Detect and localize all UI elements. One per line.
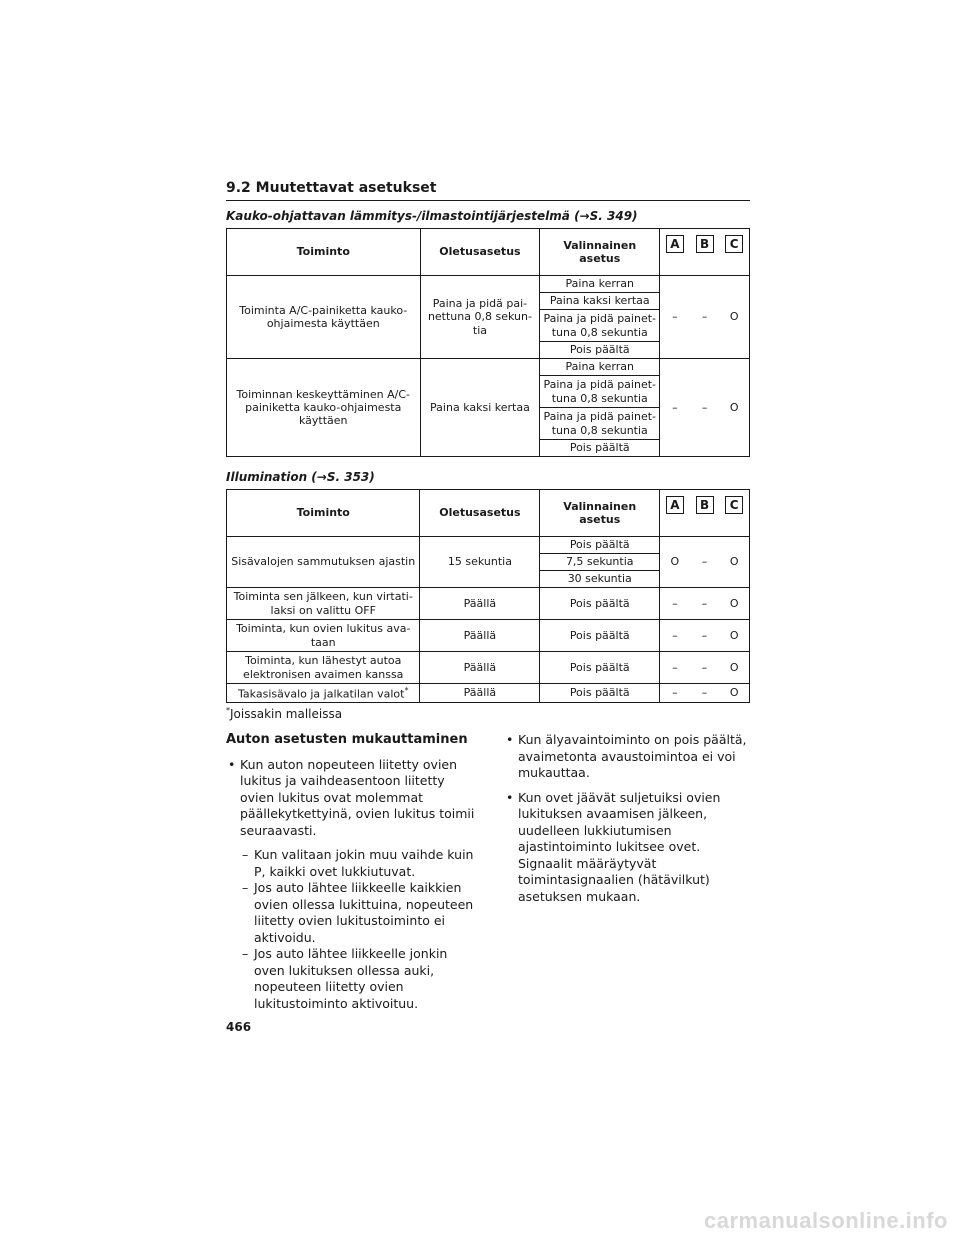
table-cell-option: Pois päältä <box>540 440 660 457</box>
badge-a: A <box>666 496 684 514</box>
table-cell-option: Pois päältä <box>540 620 660 652</box>
table-cell-option: Pois päältä <box>540 537 660 554</box>
table-cell-b: – <box>690 684 720 703</box>
table-cell-option: Pois päältä <box>540 652 660 684</box>
table-cell-a: – <box>660 588 690 620</box>
table-cell-b: – <box>690 276 720 359</box>
section-heading: 9.2 Muutettavat asetukset <box>226 180 750 201</box>
sub-list-item: – Jos auto lähtee liikkeelle jonkin oven lukituksen ollessa auki, nopeuteen liitetty ovien lukitustoiminto aktivoituu. <box>226 946 476 1012</box>
table-row <box>227 684 750 703</box>
footnote-mark: * <box>226 706 230 715</box>
header-optional: Valinnainen asetus <box>540 229 660 276</box>
table-cell-b: – <box>690 652 720 684</box>
table-cell-function: Toiminta, kun lähestyt autoa elektronisen avaimen kanssa <box>227 652 420 684</box>
climate-settings-table <box>226 228 750 457</box>
table-cell-option: Pois päältä <box>540 588 660 620</box>
table-cell-option: Paina kaksi kertaa <box>540 293 660 310</box>
table-cell-b: – <box>690 359 720 457</box>
table-cell-c: O <box>720 359 750 457</box>
table-cell-function: Toiminnan keskeyttäminen A/C-painiketta kauko-ohjaimesta käyttäen <box>227 359 421 457</box>
table-cell-function <box>227 684 420 703</box>
table-row <box>227 588 750 620</box>
header-default: Oletusasetus <box>420 229 540 276</box>
page-number: 466 <box>226 1020 252 1034</box>
table-cell-a: – <box>660 652 690 684</box>
badge-b: B <box>696 496 714 514</box>
table-cell-c: O <box>720 276 750 359</box>
table-cell-a: – <box>660 359 690 457</box>
table-cell-a: O <box>660 537 690 588</box>
footnote-mark: * <box>404 685 409 695</box>
header-abc <box>660 229 750 276</box>
table-cell-default: Päällä <box>420 684 540 703</box>
list-item: • Kun auton nopeuteen liitetty ovien lukitus ja vaihdeasentoon liitetty ovien lukitus ovat molemmat päällekytkettyinä, ovien lukitus toimii seuraavasti. <box>226 757 476 840</box>
table-cell-option: Paina ja pidä painet-tuna 0,8 sekuntia <box>540 310 660 342</box>
table-cell-option: Paina ja pidä painet-tuna 0,8 sekuntia <box>540 376 660 408</box>
list-item: • Kun ovet jäävät suljetuiksi ovien lukituksen avaamisen jälkeen, uudelleen lukkiutumisen ajastintoiminto lukitsee ovet. Signaalit määräytyvät toimintasignaalien (hätävilkut) asetuksen mukaan. <box>504 790 750 906</box>
table-cell-function: Toiminta sen jälkeen, kun virtati-laksi on valittu OFF <box>227 588 420 620</box>
table-cell-option: Pois päältä <box>540 684 660 703</box>
table-cell-default: Päällä <box>420 620 540 652</box>
header-abc <box>660 490 750 537</box>
table-cell-option: Paina kerran <box>540 359 660 376</box>
table-cell-b: – <box>690 588 720 620</box>
table-cell-option: Paina ja pidä painet-tuna 0,8 sekuntia <box>540 408 660 440</box>
table-cell-c: O <box>720 588 750 620</box>
illumination-table <box>226 489 750 703</box>
header-function: Toiminto <box>227 490 420 537</box>
table-cell-function: Sisävalojen sammutuksen ajastin <box>227 537 420 588</box>
table-cell-option: 30 sekuntia <box>540 571 660 588</box>
table-cell-default: Paina ja pidä pai-nettuna 0,8 sekun-tia <box>420 276 540 359</box>
watermark: carmanualsonline.info <box>704 1208 948 1233</box>
table-cell-option: Pois päältä <box>540 342 660 359</box>
table-row <box>227 620 750 652</box>
table-cell-default: Paina kaksi kertaa <box>420 359 540 457</box>
footnote <box>226 706 342 721</box>
table-cell-c: O <box>720 537 750 588</box>
table-cell-default: 15 sekuntia <box>420 537 540 588</box>
custom-heading: Auton asetusten mukauttaminen <box>226 732 468 747</box>
badge-c: C <box>725 235 743 253</box>
table-cell-function: Toiminta A/C-painiketta kauko-ohjaimesta käyttäen <box>227 276 421 359</box>
table-cell-option: 7,5 sekuntia <box>540 554 660 571</box>
table-cell-default: Päällä <box>420 652 540 684</box>
badge-a: A <box>666 235 684 253</box>
badge-c: C <box>725 496 743 514</box>
table-cell-c: O <box>720 652 750 684</box>
header-default: Oletusasetus <box>420 490 540 537</box>
sub-list-item: – Jos auto lähtee liikkeelle kaikkien ovien ollessa lukittuina, nopeuteen liitetty ovien lukitustoiminto ei aktivoidu. <box>226 880 476 946</box>
table-cell-a: – <box>660 620 690 652</box>
table-cell-a: – <box>660 276 690 359</box>
list-item: • Kun älyavaintoiminto on pois päältä, avaimetonta avaustoimintoa ei voi mukauttaa. <box>504 732 750 782</box>
table-cell-b: – <box>690 537 720 588</box>
table-cell-c: O <box>720 620 750 652</box>
table-cell-option: Paina kerran <box>540 276 660 293</box>
sub-list-item: – Kun valitaan jokin muu vaihde kuin P, kaikki ovet lukkiutuvat. <box>226 847 476 880</box>
header-optional: Valinnainen asetus <box>540 490 660 537</box>
table-cell-c: O <box>720 684 750 703</box>
table2-title: Illumination (→S. 353) <box>226 470 375 484</box>
right-column <box>504 732 750 913</box>
badge-b: B <box>696 235 714 253</box>
table-cell-function: Toiminta, kun ovien lukitus ava-taan <box>227 620 420 652</box>
header-function: Toiminto <box>227 229 421 276</box>
table-cell-default: Päällä <box>420 588 540 620</box>
function-text: Takasisävalo ja jalkatilan valot <box>238 687 405 701</box>
left-column <box>226 732 476 1012</box>
table1-title: Kauko-ohjattavan lämmitys-/ilmastointijärjestelmä (→S. 349) <box>226 209 638 223</box>
table-cell-a: – <box>660 684 690 703</box>
table-row <box>227 652 750 684</box>
table-cell-b: – <box>690 620 720 652</box>
footnote-text: Joissakin malleissa <box>230 707 343 721</box>
